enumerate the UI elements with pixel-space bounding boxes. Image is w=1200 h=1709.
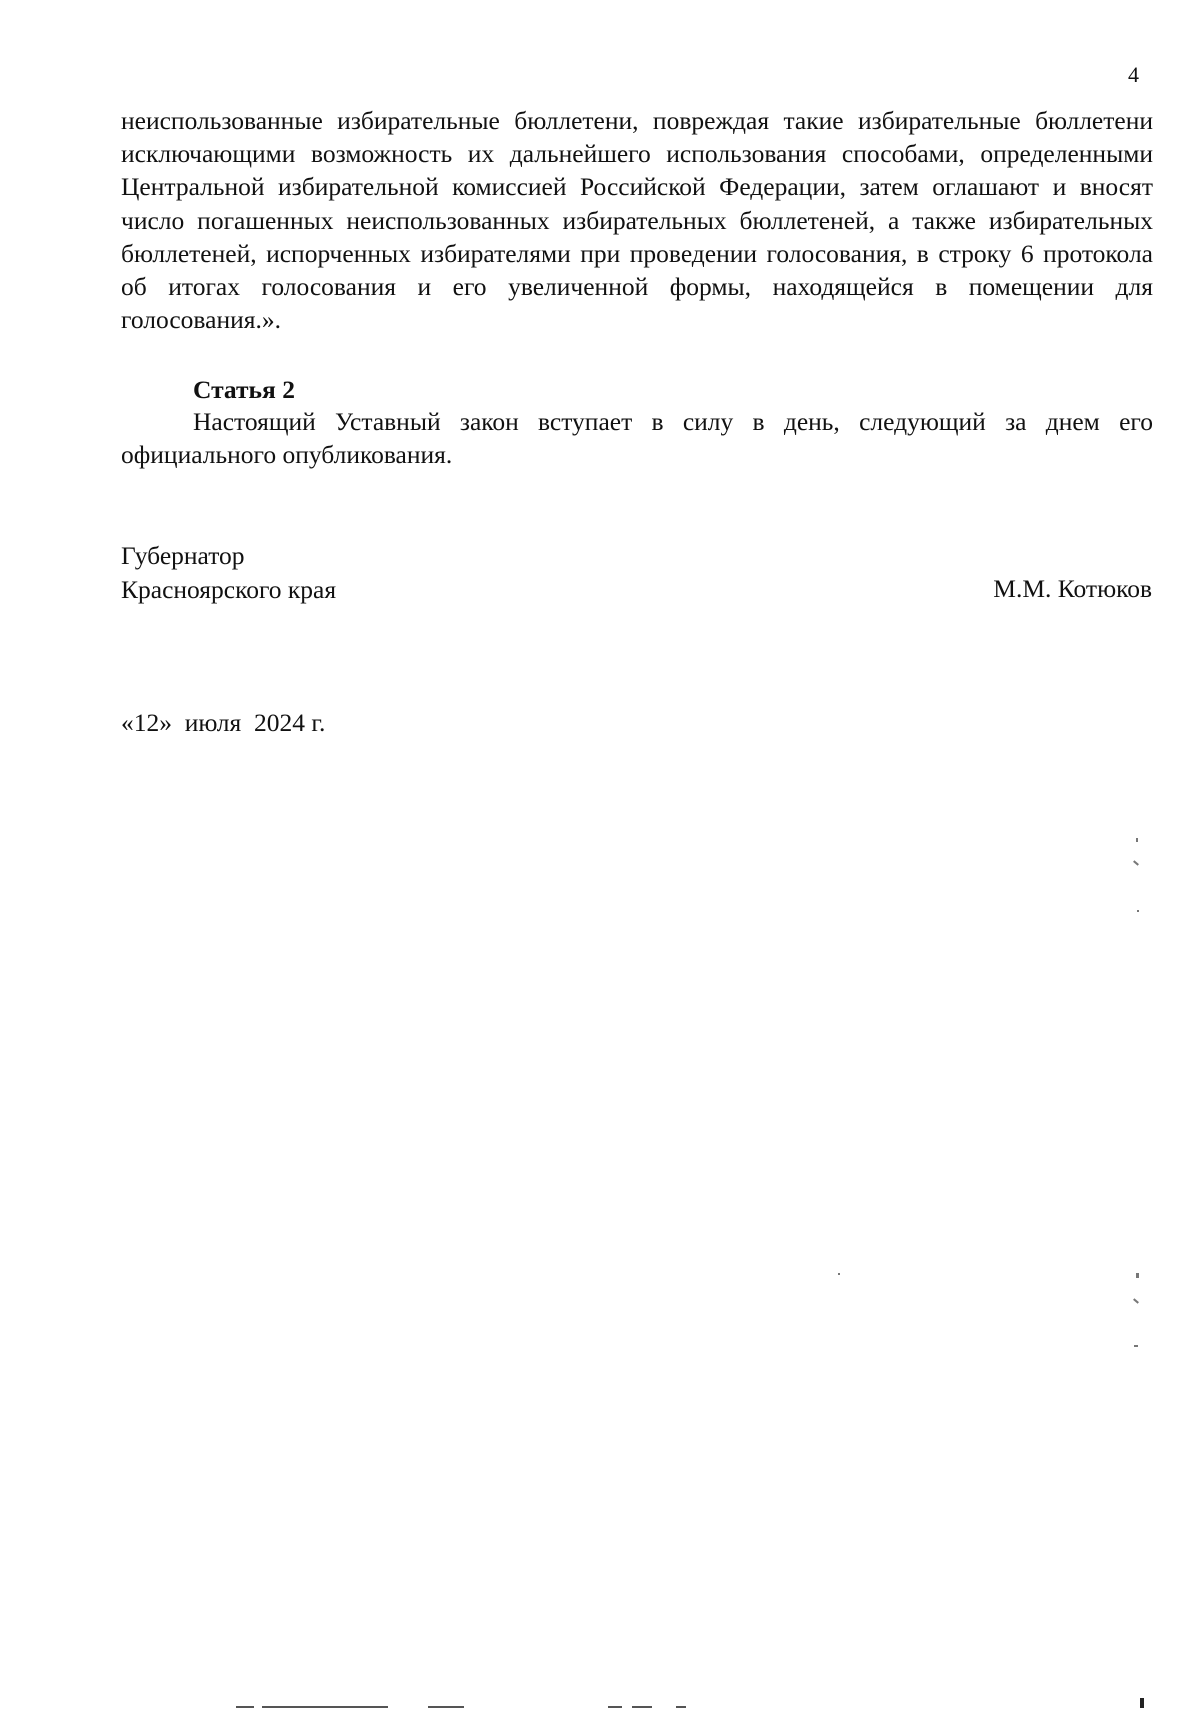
article-title: Статья 2 xyxy=(193,375,295,404)
scan-artifact xyxy=(1136,838,1138,842)
signatory-name: М.М. Котюков xyxy=(993,574,1152,603)
scan-edge-mark xyxy=(608,1706,622,1708)
paragraph-continuation: неиспользованные избирательные бюллетени, повреждая такие избирательные бюллетени исключающими возможность их дальнейшего использования способами, определенными Центральной избирательной комиссией Российской Федерации, затем оглашают и вносят число погашенных неиспользованных избирательных бюллетеней, а также избирательных бюллетеней, испорченных избирателями при проведении голосования, в строку 6 протокола об итогах голосования и его увеличенной формы, находящейся в помещении для голосования.». xyxy=(121,106,1153,335)
scan-edge-mark xyxy=(328,1706,388,1708)
scan-artifact xyxy=(1136,1273,1139,1278)
scan-artifact xyxy=(1137,910,1139,912)
scan-artifact xyxy=(1133,1298,1139,1303)
scan-artifact xyxy=(838,1273,840,1275)
scan-edge-mark xyxy=(428,1706,440,1708)
scan-edge-mark xyxy=(632,1706,652,1708)
scan-edge-mark xyxy=(446,1706,464,1708)
article-text: Настоящий Уставный закон вступает в силу в день, следующий за днем его официального опубликования. xyxy=(121,407,1153,470)
signatory-position-line-2: Красноярского края xyxy=(121,574,337,604)
signatory-position-line-1: Губернатор xyxy=(121,541,245,570)
scan-edge-mark xyxy=(676,1706,686,1708)
signatory-position xyxy=(121,539,336,606)
scan-artifact xyxy=(1133,860,1139,865)
scan-artifact xyxy=(1134,1345,1138,1347)
page-number: 4 xyxy=(1128,62,1139,87)
signing-date: «12» июля 2024 г. xyxy=(121,708,326,737)
scan-artifact xyxy=(1140,1698,1144,1708)
scan-edge-mark xyxy=(236,1706,254,1708)
